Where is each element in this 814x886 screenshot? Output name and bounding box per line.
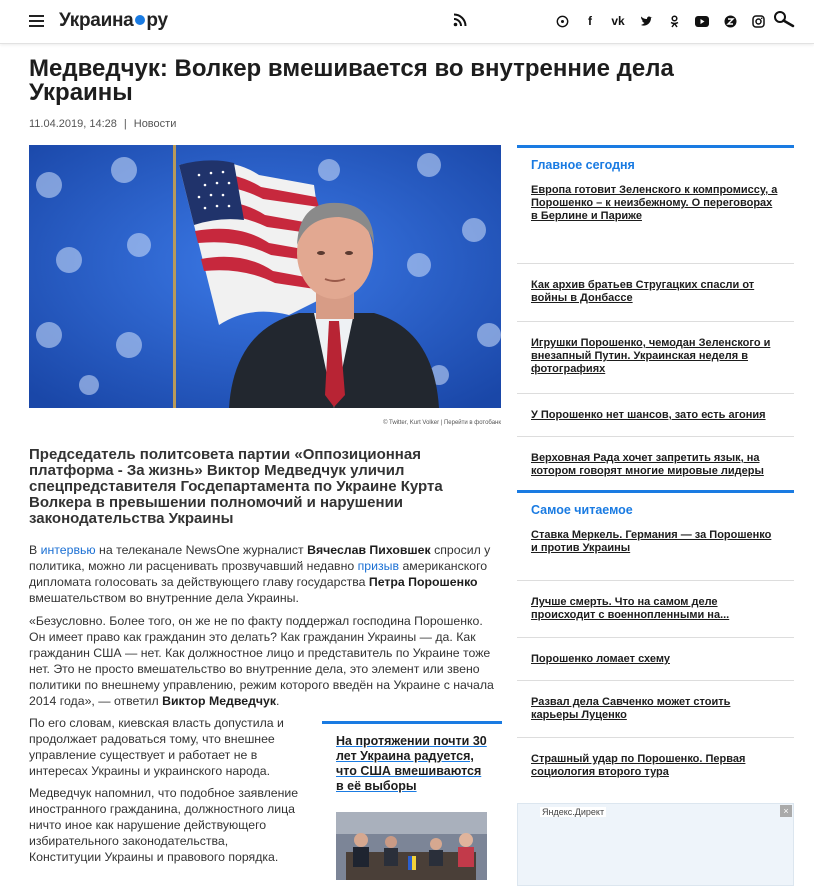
paragraph-text: спросил у политика, можно ли расценивать прозвучавший недавно [29, 543, 491, 573]
sidebar-news-item[interactable]: Страшный удар по Порошенко. Первая социология второго тура [531, 753, 746, 778]
vk-icon[interactable]: vk [611, 14, 625, 28]
sidebar-news-item[interactable]: У Порошенко нет шансов, зато есть агония [517, 394, 794, 437]
social-links [548, 11, 772, 31]
paragraph-text: . [276, 694, 280, 708]
viber-icon[interactable] [548, 11, 576, 31]
sidebar-news-item[interactable]: Развал дела Савченко может стоить карьеры Луценко [517, 681, 794, 738]
article-lead: Председатель политсовета партии «Оппозиционная платформа - За жизнь» Виктор Медведчук уличил спецпредставителя Госдепартамента по Украине Курта Волкера в превышении полномочий и нарушении законодательства Украины [29, 446, 443, 527]
article-date: 11.04.2019, 14:28 [29, 118, 117, 130]
article-photo[interactable] [29, 145, 501, 408]
article-category[interactable]: Новости [133, 118, 177, 130]
ad-block[interactable] [517, 803, 794, 886]
menu-icon[interactable] [29, 15, 44, 26]
interview-link[interactable]: интервью [40, 543, 96, 557]
bold-name: Петра Порошенко [368, 575, 478, 589]
logo-text-right: ру [146, 10, 168, 31]
paragraph-text: вмешательством во внутренние дела Украины. [29, 591, 299, 605]
odnoklassniki-icon[interactable] [660, 11, 688, 31]
paragraph-text: В [29, 543, 41, 557]
twitter-icon[interactable] [632, 11, 660, 31]
logo-dot-icon [135, 15, 145, 25]
related-article-card [322, 721, 502, 880]
article-paragraph: По его словам, киевская власть допустила и продолжает радоваться тому, что внешнее управление существует и работает не в интересах Украины и украинского народа. [29, 716, 284, 778]
sidebar-news-item[interactable]: Порошенко ломает схему [517, 638, 794, 681]
sidebar-news-item[interactable]: Как архив братьев Стругацких спасли от войны в Донбассе [517, 264, 794, 322]
article-paragraph [29, 542, 501, 606]
logo-text-left: Украина [59, 10, 134, 31]
zen-icon[interactable] [716, 11, 744, 31]
sidebar-news-item[interactable]: Европа готовит Зеленского к компромиссу, а Порошенко – к неизбежному. О переговорах в Берлине и Париже [517, 172, 794, 264]
paragraph-text: американского дипломата голосовать за действующего главу государства [29, 559, 488, 589]
sidebar-main-today [517, 145, 794, 497]
instagram-icon[interactable] [744, 11, 772, 31]
facebook-icon[interactable]: f [588, 14, 592, 28]
article-title: Медведчук: Волкер вмешивается во внутренние дела Украины [29, 55, 674, 106]
site-logo[interactable] [59, 10, 168, 32]
sidebar-heading: Главное сегодня [531, 158, 635, 172]
article-paragraph: Медведчук напомнил, что подобное заявление иностранного гражданина, должностного лица ничто иное как нарушение действующего избирательного законодательства, Конституции Украины и правового порядка. [29, 786, 299, 864]
meta-separator: | [123, 118, 127, 130]
sidebar-most-read [517, 490, 794, 795]
rss-icon[interactable] [453, 13, 467, 27]
article-meta [29, 118, 176, 130]
bold-name: Виктор Медведчук [162, 694, 277, 708]
paragraph-text: на телеканале NewsOne журналист [95, 543, 308, 557]
search-icon[interactable] [773, 10, 795, 28]
sidebar-news-item[interactable]: Игрушки Порошенко, чемодан Зеленского и внезапный Путин. Украинская неделя в фотографиях [517, 322, 794, 394]
site-header [0, 0, 814, 44]
ad-close-icon[interactable]: × [780, 805, 792, 817]
article-paragraph [29, 613, 501, 709]
sidebar-heading: Самое читаемое [531, 503, 633, 517]
related-article-image[interactable] [336, 812, 487, 880]
quote-text: «Безусловно. Более того, он же не по факту поддержал господина Порошенко. Он имеет право как гражданин это делать? Как гражданин Украины — да. Как гражданин США — нет. Как должностное лицо и представитель по Украине тоже нет. Это не просто вмешательство во внутренние дела, это элемент или звено политики по внешнему управлению, режим которого введён на Украине с начала 2014 года», — ответил [29, 614, 494, 708]
photo-credit[interactable]: © Twitter, Kurt Volker | Перейти в фотобанк [383, 420, 501, 426]
sidebar-news-item[interactable]: Ставка Меркель. Германия — за Порошенко и против Украины [517, 517, 794, 581]
related-article-link[interactable]: На протяжении почти 30 лет Украина радуется, что США вмешиваются в её выборы [336, 734, 487, 793]
appeal-link[interactable]: призыв [357, 559, 400, 573]
bold-name: Вячеслав Пиховшек [307, 543, 431, 557]
sidebar-news-item[interactable]: Верховная Рада хочет запретить язык, на котором говорят многие мировые лидеры [531, 452, 764, 477]
sidebar-news-item[interactable]: Лучше смерть. Что на самом деле происходит с военнопленными на... [517, 581, 794, 638]
ad-label[interactable]: Яндекс.Директ [542, 807, 605, 817]
youtube-icon[interactable] [688, 11, 716, 31]
